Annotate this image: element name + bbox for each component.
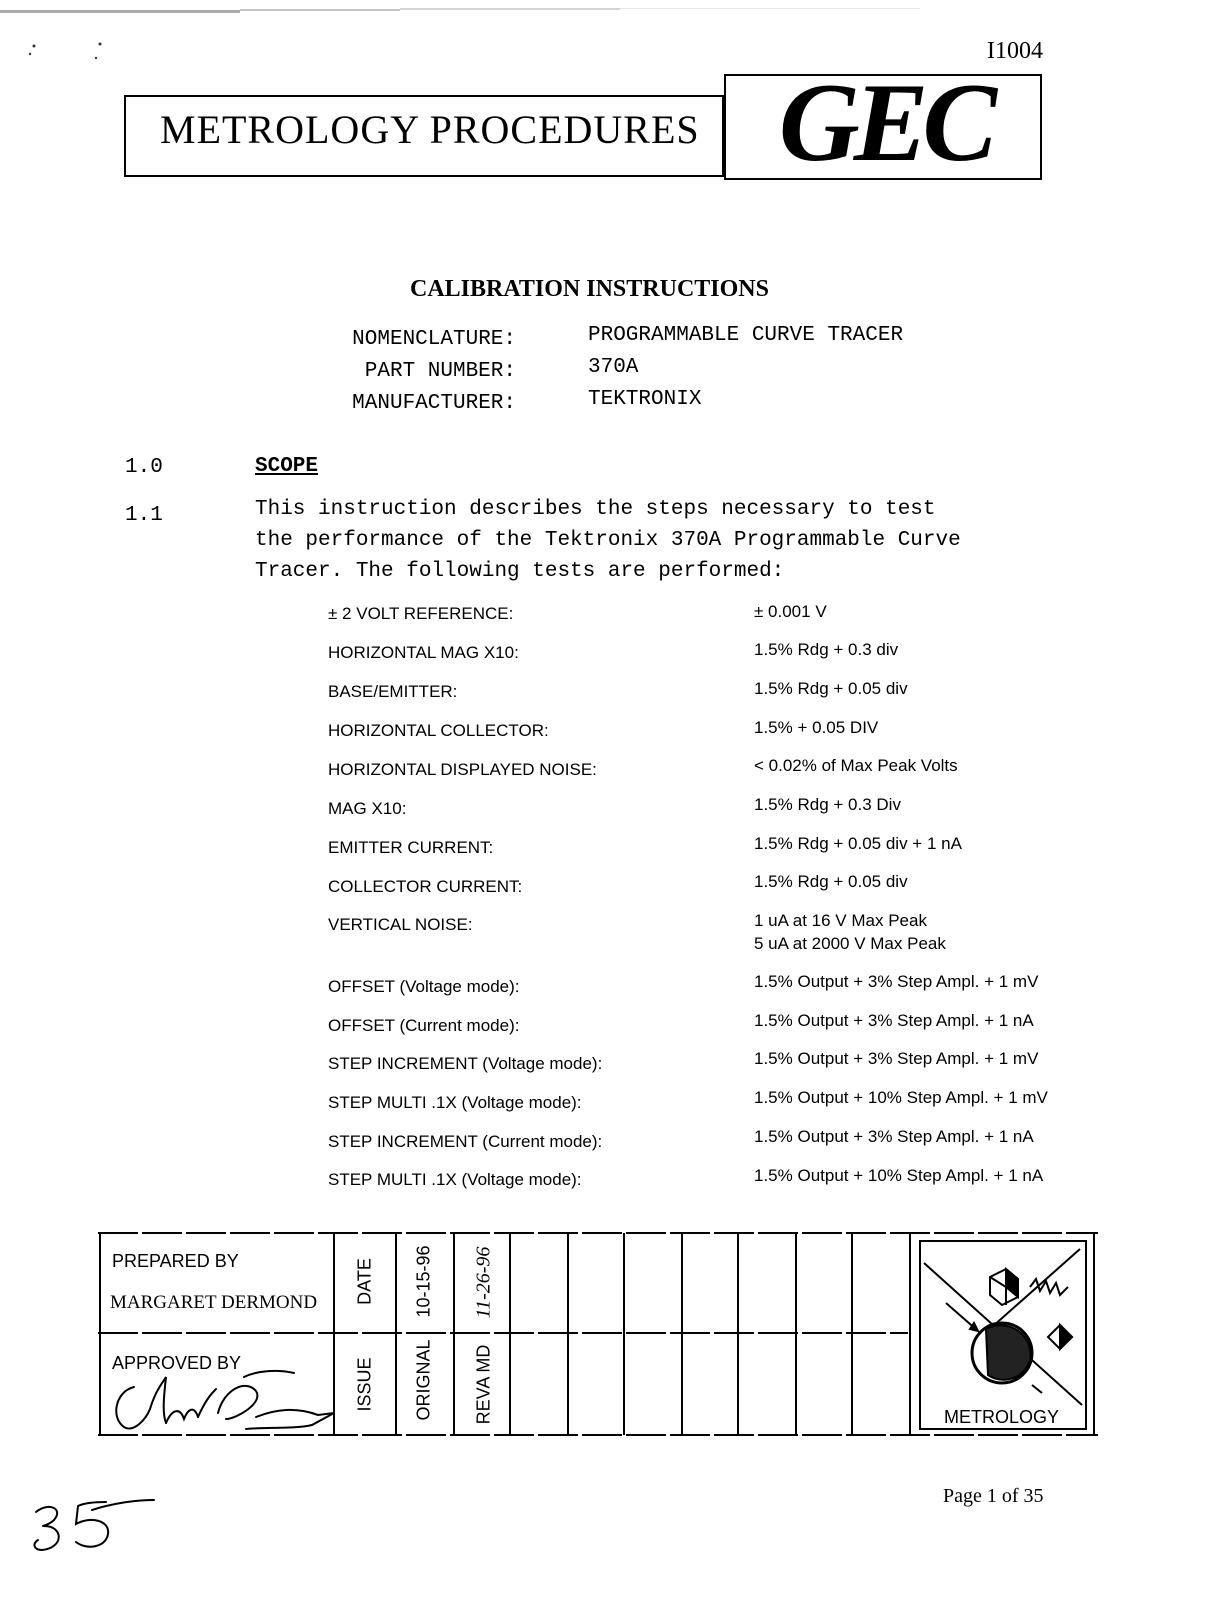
spec-value: 1.5% Rdg + 0.05 div + 1 nA bbox=[754, 834, 962, 853]
part-number-label: PART NUMBER: bbox=[364, 360, 516, 383]
spec-label: STEP INCREMENT (Current mode): bbox=[328, 1132, 603, 1151]
approver-signature bbox=[106, 1369, 338, 1435]
spec-value: 1.5% Rdg + 0.3 div bbox=[754, 640, 899, 659]
scope-heading: SCOPE bbox=[255, 455, 319, 478]
spec-value: 1.5% Rdg + 0.05 div bbox=[754, 679, 908, 698]
spec-label: OFFSET (Current mode): bbox=[328, 1016, 520, 1035]
paragraph-line: This instruction describes the steps necessary to test bbox=[255, 498, 936, 521]
spec-label: OFFSET (Voltage mode): bbox=[328, 977, 520, 996]
issue-label: ISSUE bbox=[354, 1357, 375, 1412]
section-number-paragraph: 1.1 bbox=[125, 504, 163, 527]
approved-by-label: APPROVED BY bbox=[112, 1353, 242, 1373]
calibration-title: CALIBRATION INSTRUCTIONS bbox=[410, 276, 769, 302]
spec-label: EMITTER CURRENT: bbox=[328, 838, 494, 857]
spec-value: 1.5% Output + 3% Step Ampl. + 1 mV bbox=[754, 972, 1039, 991]
spec-value: 1.5% Rdg + 0.05 div bbox=[754, 872, 908, 891]
spec-label: COLLECTOR CURRENT: bbox=[328, 877, 523, 896]
logo-text: GEC bbox=[778, 74, 992, 180]
date-label: DATE bbox=[354, 1258, 375, 1305]
issue-original: ORIGNAL bbox=[413, 1339, 434, 1421]
issue-revision: REVA MD bbox=[473, 1344, 494, 1425]
scan-noise bbox=[0, 0, 920, 22]
manufacturer-label: MANUFACTURER: bbox=[352, 392, 516, 415]
paragraph-line: the performance of the Tektronix 370A Programmable Curve bbox=[255, 529, 961, 552]
page-number: Page 1 of 35 bbox=[943, 1485, 1044, 1507]
spec-value: 1.5% + 0.05 DIV bbox=[754, 718, 879, 737]
manufacturer-value: TEKTRONIX bbox=[588, 388, 702, 411]
spec-value: 1.5% Output + 3% Step Ampl. + 1 mV bbox=[754, 1049, 1039, 1068]
spec-label: VERTICAL NOISE: bbox=[328, 915, 473, 934]
approval-block bbox=[98, 1229, 1098, 1439]
part-number-value: 370A bbox=[588, 356, 639, 379]
spec-value: 1.5% Output + 10% Step Ampl. + 1 mV bbox=[754, 1088, 1048, 1107]
spec-value: 1.5% Output + 3% Step Ampl. + 1 nA bbox=[754, 1011, 1034, 1030]
company-logo bbox=[724, 74, 1042, 180]
section-number-scope: 1.0 bbox=[125, 456, 163, 479]
scan-specks bbox=[22, 40, 112, 70]
spec-label: STEP MULTI .1X (Voltage mode): bbox=[328, 1170, 582, 1189]
paragraph-line: Tracer. The following tests are performed: bbox=[255, 560, 785, 583]
spec-label: HORIZONTAL DISPLAYED NOISE: bbox=[328, 760, 597, 779]
date-original: 10-15-96 bbox=[413, 1245, 434, 1318]
spec-label: MAG X10: bbox=[328, 799, 407, 818]
metrology-emblem-icon bbox=[922, 1243, 1084, 1413]
metrology-label: METROLOGY bbox=[944, 1407, 1060, 1427]
spec-value: < 0.02% of Max Peak Volts bbox=[754, 756, 958, 775]
date-revision-handwritten: 11-26-96 bbox=[472, 1246, 495, 1319]
spec-label: STEP INCREMENT (Voltage mode): bbox=[328, 1054, 603, 1073]
spec-value: 1 uA at 16 V Max Peak bbox=[754, 911, 927, 930]
header-title: METROLOGY PROCEDURES bbox=[160, 107, 700, 152]
prepared-by-name: MARGARET DERMOND bbox=[110, 1292, 318, 1313]
handwritten-page-count bbox=[30, 1496, 160, 1558]
spec-value: 1.5% Output + 3% Step Ampl. + 1 nA bbox=[754, 1127, 1034, 1146]
spec-label: ± 2 VOLT REFERENCE: bbox=[328, 604, 514, 623]
nomenclature-value: PROGRAMMABLE CURVE TRACER bbox=[588, 324, 904, 347]
nomenclature-label: NOMENCLATURE: bbox=[352, 328, 516, 351]
spec-value: 1.5% Rdg + 0.3 Div bbox=[754, 795, 901, 814]
prepared-by-label: PREPARED BY bbox=[112, 1251, 239, 1271]
spec-label: STEP MULTI .1X (Voltage mode): bbox=[328, 1093, 582, 1112]
spec-label: HORIZONTAL COLLECTOR: bbox=[328, 721, 549, 740]
spec-label: BASE/EMITTER: bbox=[328, 682, 458, 701]
spec-value: 5 uA at 2000 V Max Peak bbox=[754, 934, 946, 953]
spec-value: 1.5% Output + 10% Step Ampl. + 1 nA bbox=[754, 1166, 1044, 1185]
document-number: I1004 bbox=[987, 38, 1043, 64]
spec-value: ± 0.001 V bbox=[754, 602, 827, 621]
spec-label: HORIZONTAL MAG X10: bbox=[328, 643, 519, 662]
